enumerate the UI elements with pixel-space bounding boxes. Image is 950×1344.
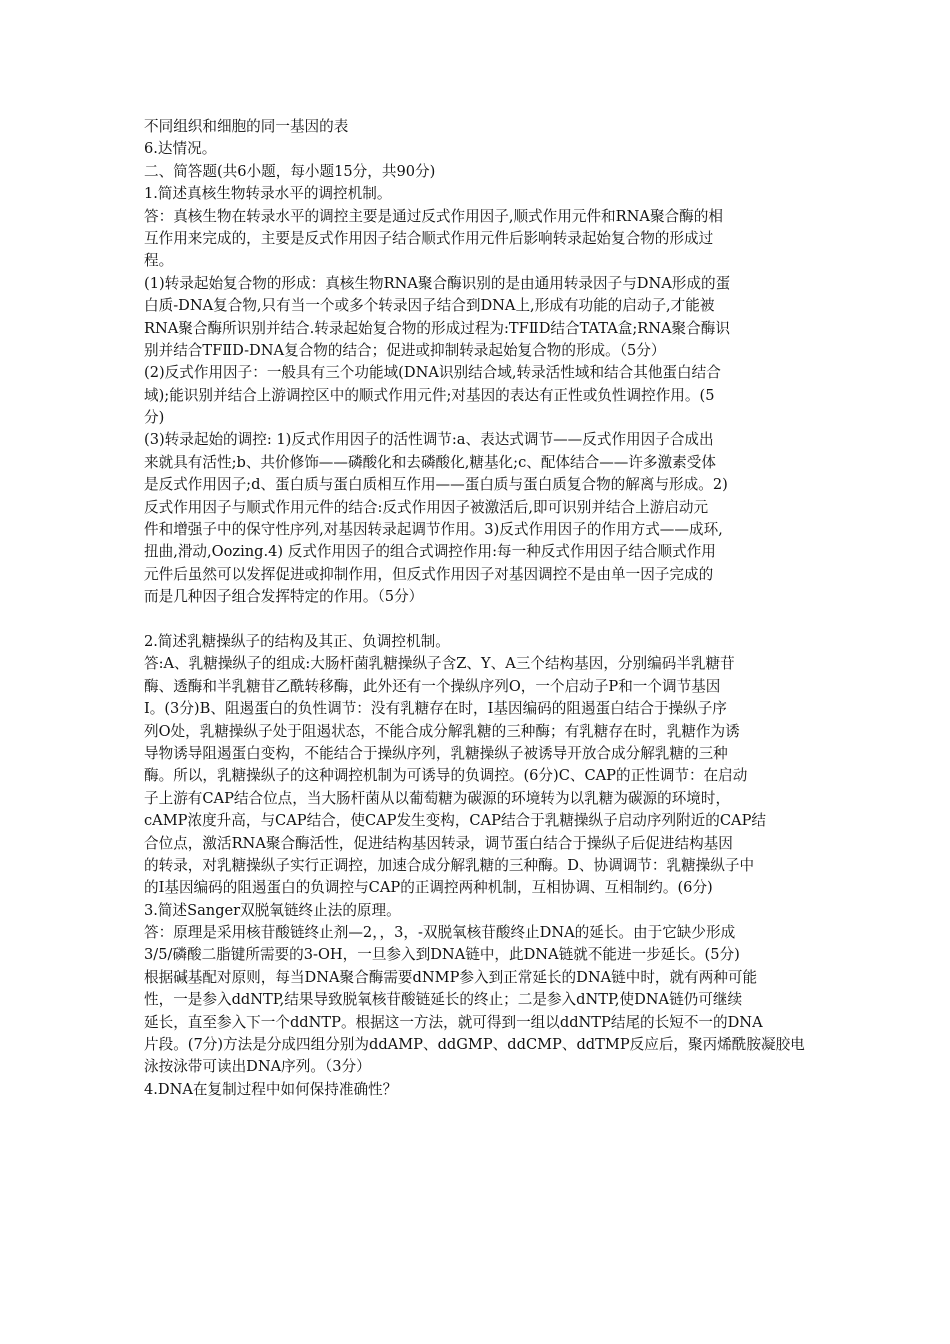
text-line: I。(3分)B、阻遏蛋白的负性调节：没有乳糖存在时，I基因编码的阻遏蛋白结合于操纵子序 <box>144 700 727 718</box>
text-line: cAMP浓度升高，与CAP结合，使CAP发生变构，CAP结合于乳糖操纵子启动序列附近的CAP结 <box>144 812 766 830</box>
text-line: 列O处，乳糖操纵子处于阻遏状态，不能合成分解乳糖的三种酶；有乳糖存在时，乳糖作为诱 <box>144 722 740 740</box>
text-line: 扭曲,滑动,Oozing.4) 反式作用因子的组合式调控作用:每一种反式作用因子结合顺式作用 <box>144 543 716 561</box>
text-line: 3.简述Sanger双脱氧链终止法的原理。 <box>144 901 401 919</box>
text-line: 是反式作用因子;d、蛋白质与蛋白质相互作用——蛋白质与蛋白质复合物的解离与形成。2) <box>144 476 728 494</box>
text-line: 子上游有CAP结合位点，当大肠杆菌从以葡萄糖为碳源的环境转为以乳糖为碳源的环境时， <box>144 789 731 807</box>
text-line: 1.简述真核生物转录水平的调控机制。 <box>144 185 392 203</box>
document-body <box>144 116 844 1101</box>
text-line: 片段。(7分)方法是分成四组分别为ddAMP、ddGMP、ddCMP、ddTMP反应后，聚丙烯酰胺凝胶电 <box>144 1036 805 1054</box>
text-line: 酶、透酶和半乳糖苷乙酰转移酶，此外还有一个操纵序列O，一个启动子P和一个调节基因 <box>144 677 721 695</box>
text-line: 2.简述乳糖操纵子的结构及其正、负调控机制。 <box>144 632 450 650</box>
text-line: 答：原理是采用核苷酸链终止剂—2，，3，-双脱氧核苷酸终止DNA的延长。由于它缺少形成 <box>144 924 736 942</box>
text-line: 互作用来完成的，主要是反式作用因子结合顺式作用元件后影响转录起始复合物的形成过 <box>144 229 714 247</box>
text-line: 酶。所以，乳糖操纵子的这种调控机制为可诱导的负调控。(6分)C、CAP的正性调节：在启动 <box>144 767 748 785</box>
text-line: 答：真核生物在转录水平的调控主要是通过反式作用因子,顺式作用元件和RNA聚合酶的相 <box>144 207 723 225</box>
text-line: 分) <box>144 409 165 427</box>
text-line: 元件后虽然可以发挥促进或抑制作用，但反式作用因子对基因调控不是由单一因子完成的 <box>144 565 714 583</box>
text-line: 泳按泳带可读出DNA序列。（3分） <box>144 1058 371 1076</box>
text-line: 6.达情况。 <box>144 140 217 158</box>
text-line: 不同组织和细胞的同一基因的表 <box>144 118 349 135</box>
text-line: 件和增强子中的保守性序列,对基因转录起调节作用。3)反式作用因子的作用方式——成环, <box>144 521 723 539</box>
text-line: 根据碱基配对原则，每当DNA聚合酶需要dNMP参入到正常延长的DNA链中时，就有两种可能 <box>144 968 758 986</box>
text-line: 来就具有活性;b、共价修饰——磷酸化和去磷酸化,糖基化;c、配体结合——许多激素受体 <box>144 453 716 471</box>
text-line: 4.DNA在复制过程中如何保持准确性？ <box>144 1080 398 1098</box>
text-line: (3)转录起始的调控: 1)反式作用因子的活性调节:a、表达式调节——反式作用因子合成出 <box>144 431 714 449</box>
text-line: 性，一是参入ddNTP,结果导致脱氧核苷酸链延长的终止；二是参入dNTP,使DNA链仍可继续 <box>144 991 743 1009</box>
text-line: 程。 <box>144 252 174 270</box>
text-line: 3/5/磷酸二脂键所需要的3-OH，一旦参入到DNA链中，此DNA链就不能进一步延长。(5分) <box>144 946 740 964</box>
text-line: 合位点，激活RNA聚合酶活性，促进结构基因转录，调节蛋白结合于操纵子后促进结构基因 <box>144 834 733 852</box>
text-line: 反式作用因子与顺式作用元件的结合:反式作用因子被激活后,即可识别并结合上游启动元 <box>144 498 709 516</box>
text-line: 而是几种因子组合发挥特定的作用。（5分） <box>144 588 424 606</box>
text-line: 延长，直至参入下一个ddNTP。根据这一方法，就可得到一组以ddNTP结尾的长短不一的DNA <box>144 1013 763 1031</box>
text-line: 域);能识别并结合上游调控区中的顺式作用元件;对基因的表达有正性或负性调控作用。(5 <box>144 386 715 404</box>
text-line: 的转录，对乳糖操纵子实行正调控，加速合成分解乳糖的三种酶。D、协调调节：乳糖操纵子中 <box>144 856 755 874</box>
text-line: (2)反式作用因子：一般具有三个功能域(DNA识别结合域,转录活性域和结合其他蛋白结合 <box>144 364 721 382</box>
text-line: 的I基因编码的阻遏蛋白的负调控与CAP的正调控两种机制，互相协调、互相制约。(6分) <box>144 879 713 897</box>
text-line: (1)转录起始复合物的形成：真核生物RNA聚合酶识别的是由通用转录因子与DNA形成的蛋 <box>144 274 731 292</box>
text-line: RNA聚合酶所识别并结合.转录起始复合物的形成过程为:TFⅡD结合TATA盒;RNA聚合酶识 <box>144 319 730 337</box>
text-line: 别并结合TFⅡD-DNA复合物的结合；促进或抑制转录起始复合物的形成。（5分） <box>144 341 666 359</box>
text-line: 导物诱导阻遏蛋白变构，不能结合于操纵序列，乳糖操纵子被诱导开放合成分解乳糖的三种 <box>144 744 728 762</box>
text-line: 二、简答题(共6小题，每小题15分，共90分) <box>144 162 436 180</box>
paragraph-gap <box>144 609 844 631</box>
text-line: 答:A、乳糖操纵子的组成:大肠杆菌乳糖操纵子含Z、Y、A三个结构基因，分别编码半乳糖苷 <box>144 655 735 673</box>
text-line: 白质-DNA复合物,只有当一个或多个转录因子结合到DNA上,形成有功能的启动子,才能被 <box>144 297 715 315</box>
